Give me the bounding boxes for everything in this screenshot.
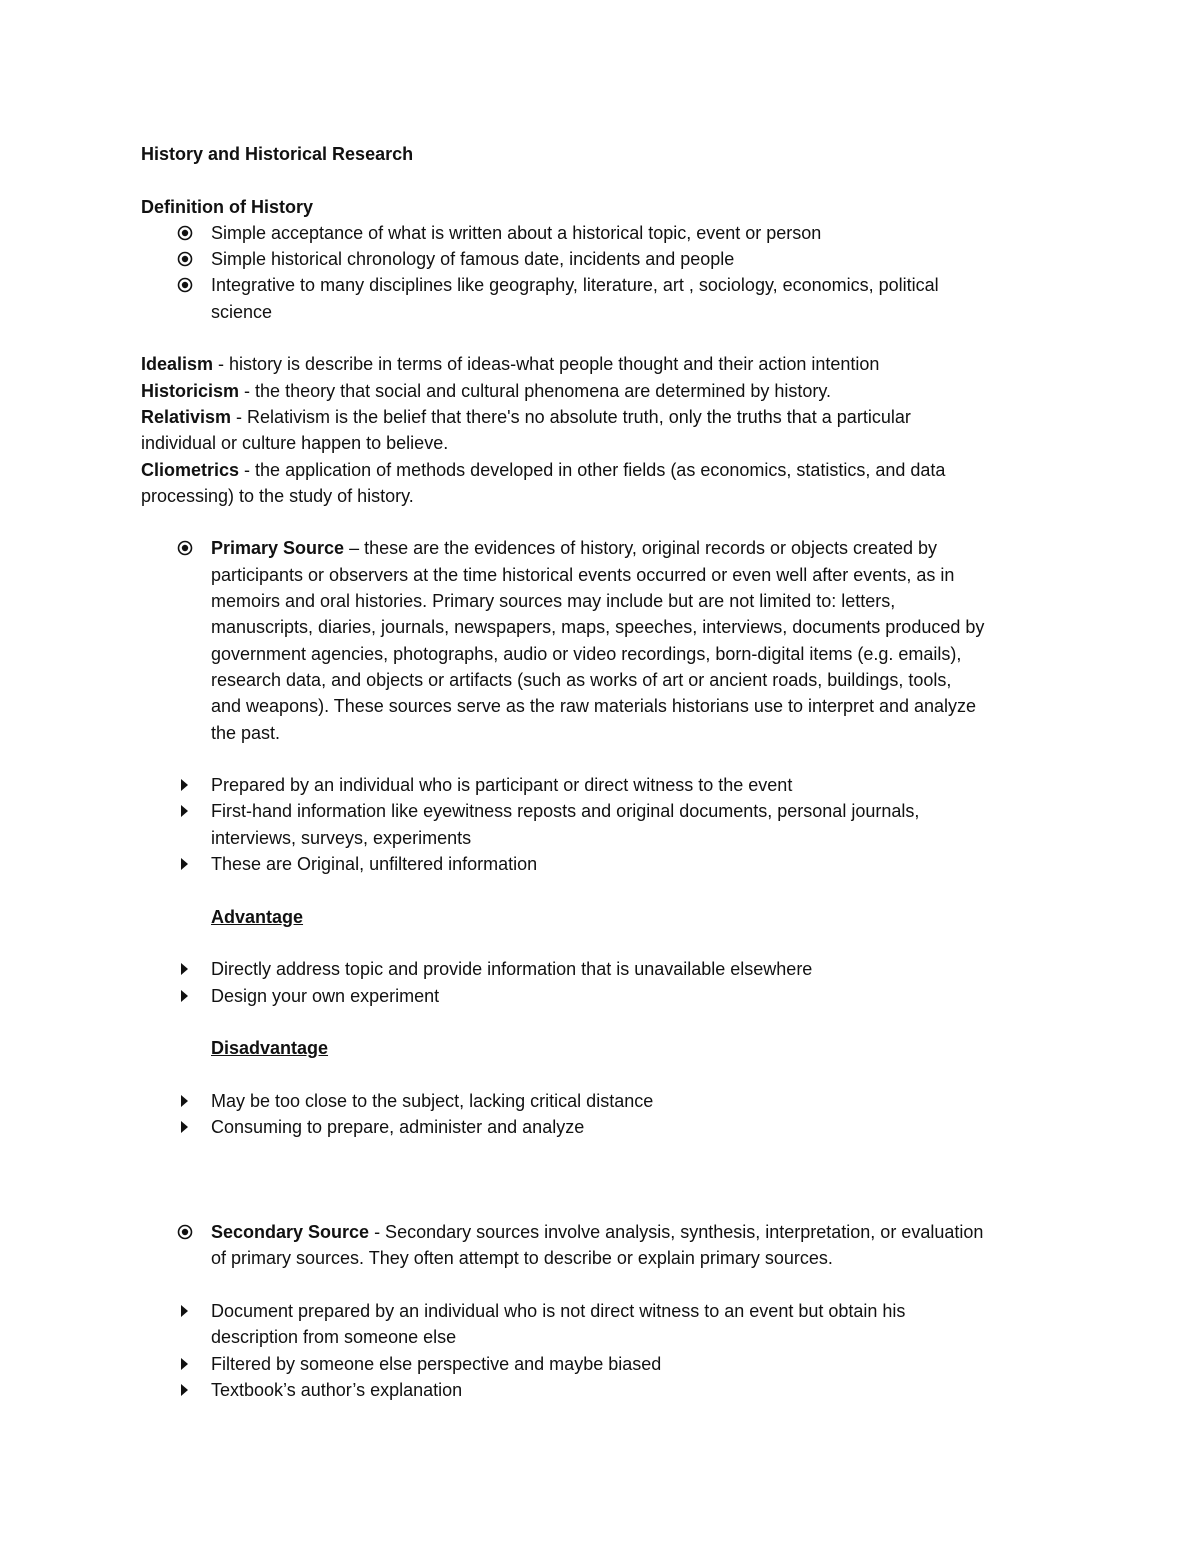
list-item xyxy=(141,1351,1071,1377)
primary-source-line: memoirs and oral histories. Primary sources may include but are not limited to: letters, xyxy=(211,591,896,612)
term-relativism xyxy=(141,404,1071,430)
circled-dot-icon xyxy=(177,535,197,561)
primary-source-line xyxy=(211,535,1071,561)
list-item-line: interviews, surveys, experiments xyxy=(211,827,472,848)
primary-source-line: the past. xyxy=(211,722,281,743)
list-item xyxy=(141,1088,1071,1114)
triangle-right-icon xyxy=(177,956,197,982)
primary-source-line: and weapons). These sources serve as the raw materials historians use to interpret and analyze xyxy=(211,696,977,717)
list-item-line: Document prepared by an individual who is not direct witness to an event but obtain his xyxy=(211,1301,906,1322)
list-item xyxy=(141,983,1071,1009)
list-item-line: Directly address topic and provide information that is unavailable elsewhere xyxy=(211,959,813,980)
secondary-source-term: Secondary Source xyxy=(211,1222,370,1243)
triangle-right-icon xyxy=(177,1351,197,1377)
list-item xyxy=(141,272,1071,325)
circled-dot-icon xyxy=(177,246,197,272)
term-definition-continued: processing) to the study of history. xyxy=(141,485,414,506)
list-item xyxy=(141,798,1071,851)
list-item xyxy=(141,220,1071,246)
term-definition: - the application of methods developed in other fields (as economics, statistics, and data xyxy=(239,459,946,480)
list-item-line: Simple acceptance of what is written about a historical topic, event or person xyxy=(211,222,822,243)
document-title: History and Historical Research xyxy=(141,144,414,164)
list-item xyxy=(141,1114,1071,1140)
term-name: Idealism xyxy=(141,354,214,375)
list-item xyxy=(141,246,1071,272)
primary-source-line: government agencies, photographs, audio or video recordings, born-digital items (e.g. emails), xyxy=(211,643,962,664)
term-definition: - Relativism is the belief that there's no absolute truth, only the truths that a particular xyxy=(231,406,911,427)
list-item-line: May be too close to the subject, lacking critical distance xyxy=(211,1090,654,1111)
triangle-right-icon xyxy=(177,983,197,1009)
secondary-source-line: of primary sources. They often attempt to describe or explain primary sources. xyxy=(211,1248,833,1269)
circled-dot-icon xyxy=(177,220,197,246)
list-item xyxy=(141,851,1071,877)
term-definition: - the theory that social and cultural phenomena are determined by history. xyxy=(239,380,832,401)
triangle-right-icon xyxy=(177,798,197,824)
triangle-right-icon xyxy=(177,772,197,798)
list-item-line: description from someone else xyxy=(211,1327,457,1348)
list-item-line: Prepared by an individual who is participant or direct witness to the event xyxy=(211,775,793,796)
primary-source-line: manuscripts, diaries, journals, newspapers, maps, speeches, interviews, documents produced by xyxy=(211,617,985,638)
definition-heading: Definition of History xyxy=(141,196,313,217)
term-definition: - history is describe in terms of ideas-what people thought and their action intention xyxy=(213,354,880,375)
list-item-line: Simple historical chronology of famous date, incidents and people xyxy=(211,249,735,270)
secondary-source-item xyxy=(141,1219,1071,1272)
list-item xyxy=(141,1377,1071,1403)
triangle-right-icon xyxy=(177,851,197,877)
triangle-right-icon xyxy=(177,1298,197,1324)
disadvantage-heading: Disadvantage xyxy=(211,1038,329,1059)
list-item xyxy=(141,956,1071,982)
term-name: Relativism xyxy=(141,406,232,427)
advantage-heading: Advantage xyxy=(211,906,304,927)
term-historicism xyxy=(141,378,1071,404)
primary-source-line: research data, and objects or artifacts (such as works of art or ancient roads, buildings, tools, xyxy=(211,669,952,690)
triangle-right-icon xyxy=(177,1088,197,1114)
list-item-line: Textbook’s author’s explanation xyxy=(211,1379,463,1400)
list-item-line: These are Original, unfiltered information xyxy=(211,854,538,875)
document-page xyxy=(141,141,1071,1403)
list-item-line: First-hand information like eyewitness reposts and original documents, personal journals, xyxy=(211,801,920,822)
primary-source-term: Primary Source xyxy=(211,538,345,559)
primary-source-text: – these are the evidences of history, original records or objects created by xyxy=(344,538,938,559)
term-idealism xyxy=(141,351,1071,377)
triangle-right-icon xyxy=(177,1377,197,1403)
list-item-line: Design your own experiment xyxy=(211,985,440,1006)
list-item xyxy=(141,772,1071,798)
term-definition-continued: individual or culture happen to believe. xyxy=(141,433,449,454)
secondary-source-text: - Secondary sources involve analysis, synthesis, interpretation, or evaluation xyxy=(369,1222,984,1243)
term-name: Cliometrics xyxy=(141,459,240,480)
triangle-right-icon xyxy=(177,1114,197,1140)
list-item-line: science xyxy=(211,301,273,322)
circled-dot-icon xyxy=(177,1219,197,1245)
list-item xyxy=(141,1298,1071,1351)
primary-source-item xyxy=(141,535,1071,745)
term-name: Historicism xyxy=(141,380,240,401)
list-item-line: Consuming to prepare, administer and analyze xyxy=(211,1116,585,1137)
primary-source-line: participants or observers at the time historical events occurred or even well after events, as in xyxy=(211,564,955,585)
term-cliometrics xyxy=(141,457,1071,483)
list-item-line: Filtered by someone else perspective and maybe biased xyxy=(211,1353,662,1374)
secondary-source-line xyxy=(211,1219,1071,1245)
list-item-line: Integrative to many disciplines like geography, literature, art , sociology, economics, political xyxy=(211,275,939,296)
circled-dot-icon xyxy=(177,272,197,298)
